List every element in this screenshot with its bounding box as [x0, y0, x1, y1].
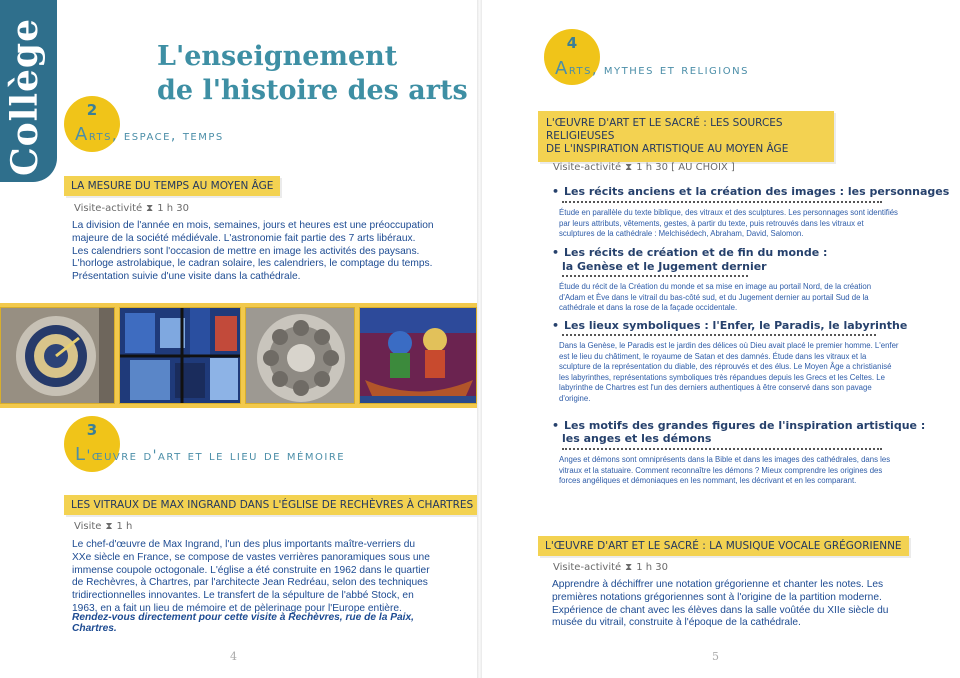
section-5-meta: Visite-activité ⧗ 1 h 30 [553, 562, 668, 573]
topic-2-divider [562, 275, 748, 277]
section-2-meta: Visite-activité ⧗ 1 h 30 [74, 203, 189, 214]
section-3-body: Le chef-d'œuvre de Max Ingrand, l'un des plus importants maître-verriers du XXe siècle en France, se compose de vastes verrières panoramiques sous une immense coupole octogonale. L'église a été construite en 1962 dans le quartier de Rechèvres, à Chartres, par l'architecte Jean Redréau, selon des techniques tridirectionnelles innovantes. Le transfert de la sépulture de l'abbé Stock, en 1963, en a fait un lieu de mémoire et de pèlerinage pour l'Europe entière. [72, 539, 430, 614]
section-2-banner: LA MESURE DU TEMPS AU MOYEN ÂGE [64, 176, 280, 196]
topic-2-title-line1: • Les récits de création et de fin du monde : [552, 246, 828, 259]
topic-4-title-line1: • Les motifs des grandes figures de l'inspiration artistique : [552, 419, 926, 432]
section-5-banner: L'ŒUVRE D'ART ET LE SACRÉ : LA MUSIQUE VOCALE GRÉGORIENNE [538, 536, 909, 556]
medieval-stained-glass-photo [359, 307, 477, 404]
topic-1-title: • Les récits anciens et la création des images : les personnages [552, 185, 950, 198]
page-title-line1: L'enseignement [157, 41, 398, 72]
hourglass-icon: ⧗ [625, 562, 633, 573]
astrolabe-clock-photo [0, 307, 115, 404]
page-title [157, 40, 468, 108]
modern-stained-glass-photo [119, 307, 241, 404]
hourglass-icon: ⧗ [625, 162, 633, 173]
college-tab-label: Collège [4, 18, 46, 176]
page-number-left: 4 [230, 650, 237, 663]
section-2-title: Arts, espace, temps [75, 124, 224, 145]
topic-2-title-line2: la Genèse et le Jugement dernier [562, 260, 767, 273]
topic-4-text: Anges et démons sont omniprésents dans la Bible et dans les images des cathédrales, dans les vitraux et la statuaire. Comment reconnaître les démons ? Mieux comprendre les origines des forces angéliques et démoniaques en les nommant, les décrivant et en les comparant. [559, 455, 891, 486]
topic-3-text: Dans la Genèse, le Paradis est le jardin des délices où Dieu avait placé le premier homme. L'enfer est le lieu du châtiment, le royaume de Satan et des damnés. Étude dans les vitraux et la sculpture de la représentation du diable, des réprouvés et des élus. Le Moyen Âge a christianisé les labyrinthes, représentations symboliques très répandues depuis les Grecs et les Celtes. Le labyrinthe de Chartres est l'un des derniers authentiques à être conservé dans son pavage d'origine. [559, 341, 899, 403]
section-4-title: Arts, mythes et religions [555, 58, 749, 79]
topic-4-title-line2: les anges et les démons [562, 432, 712, 445]
rose-window-photo [245, 307, 355, 404]
section-3-note: Rendez-vous directement pour cette visite à Rechèvres, rue de la Paix, Chartres. [72, 612, 414, 634]
section-2-number: 2 [86, 101, 98, 119]
topic-1-divider [562, 201, 882, 203]
left-page [0, 0, 478, 678]
section-4-meta: Visite-activité ⧗ 1 h 30 [ AU CHOIX ] [553, 162, 735, 173]
section-3-meta: Visite ⧗ 1 h [74, 521, 133, 532]
section-3-banner: LES VITRAUX DE MAX INGRAND DANS L'ÉGLISE DE RECHÈVRES À CHARTRES [64, 495, 480, 515]
section-4-banner: L'ŒUVRE D'ART ET LE SACRÉ : LES SOURCES RELIGIEUSES DE L'INSPIRATION ARTISTIQUE AU MOYEN ÂGE [538, 111, 834, 162]
hourglass-icon: ⧗ [105, 521, 113, 532]
section-3-title: L'œuvre d'art et le lieu de mémoire [75, 444, 346, 465]
right-page [482, 0, 960, 678]
section-5-body: Apprendre à déchiffrer une notation grégorienne et chanter les notes. Les premières notations grégoriennes sont à l'origine de la partition moderne. Expérience de chant avec les élèves dans la salle voûtée du XIIe siècle du musée du vitrail, construite à l'époque de la cathédrale. [552, 579, 889, 629]
topic-2-text: Étude du récit de la Création du monde et sa mise en image au portail Nord, de la création d'Adam et Ève dans le vitrail du bas-côté sud, et du Jugement dernier au portail Sud de la cathédrale et dans la rose de la façade occidentale. [559, 282, 872, 313]
section-2-body: La division de l'année en mois, semaines, jours et heures est une préoccupation majeure de la société médiévale. L'astronomie fait partie des 7 arts libéraux. Les calendriers sont l'occasion de mettre en image les activités des paysans. L'horloge astrolabique, le cadran solaire, les calendriers, le comptage du temps. Présentation suivie d'une visite dans la cathédrale. [72, 220, 434, 283]
section-4-number: 4 [566, 34, 578, 52]
page-number-right: 5 [712, 650, 719, 663]
hourglass-icon: ⧗ [146, 203, 154, 214]
section-3-number: 3 [86, 421, 98, 439]
topic-4-divider [562, 448, 882, 450]
topic-1-text: Étude en parallèle du texte biblique, des vitraux et des sculptures. Les personnages sont identifiés par leurs attributs, vêtements, gestes, à partir du texte, puis retrouvés dans les vitraux et sculptures de la cathédrale : Melchisédech, Abraham, David, Salomon. [559, 208, 898, 239]
page-title-line2: de l'histoire des arts [157, 75, 468, 106]
topic-3-title: • Les lieux symboliques : l'Enfer, le Paradis, le labyrinthe [552, 319, 908, 332]
photo-strip [0, 303, 478, 408]
topic-3-divider [562, 334, 876, 336]
